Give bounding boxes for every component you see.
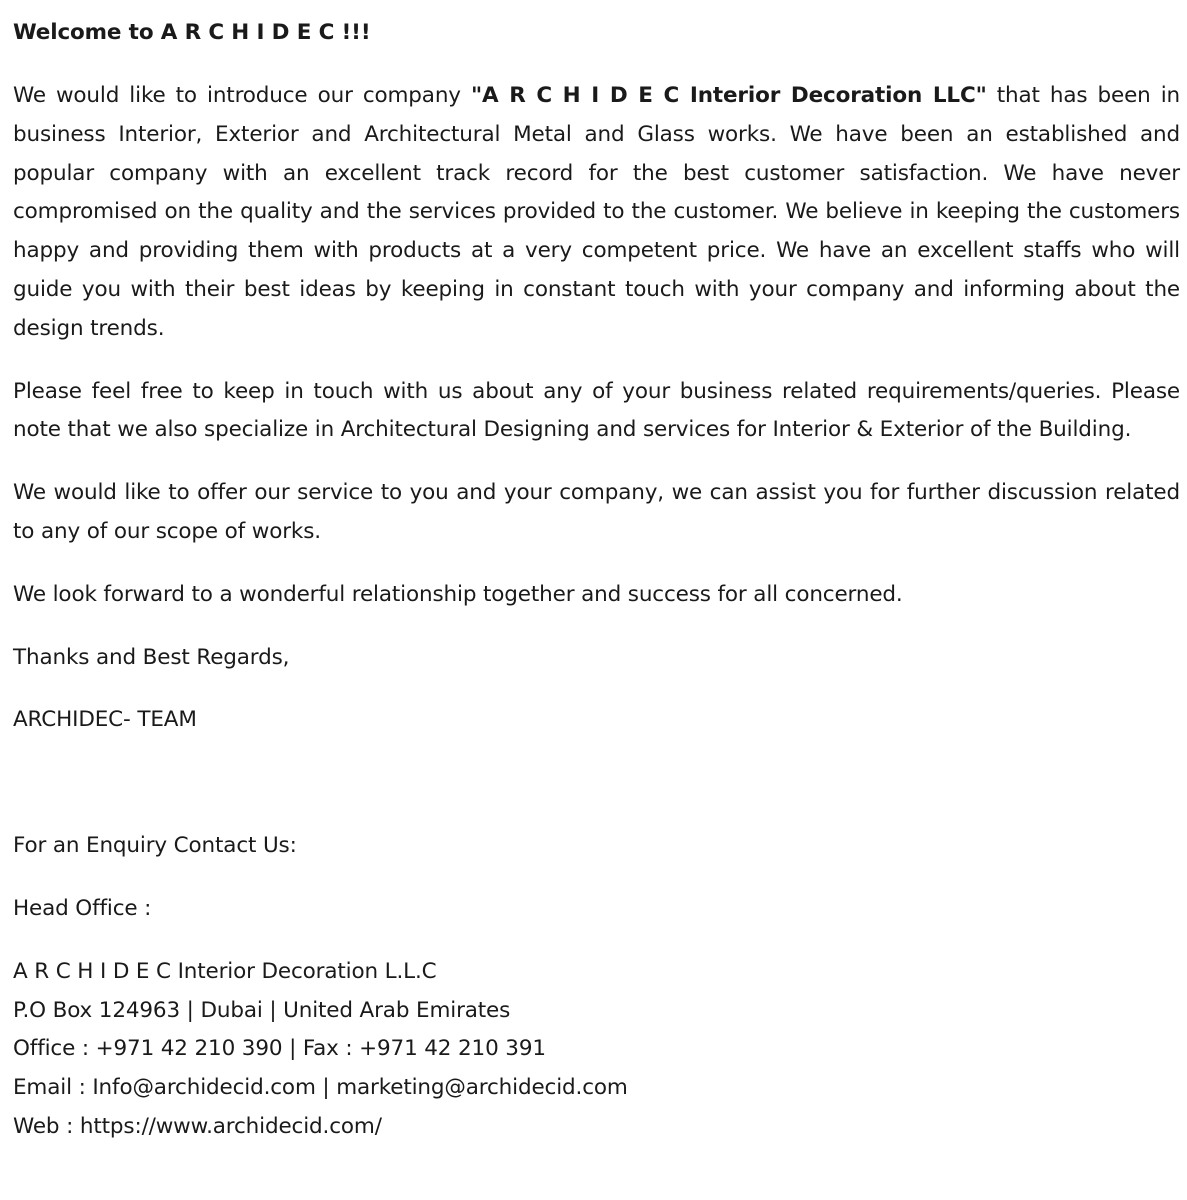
intro-rest: that has been in business Interior, Exterior and Architectural Metal and Glass works. We have been an established and popular company with an excellent track record for the best customer satisfaction. We have never compromised on the quality and the services provided to the customer. We believe in keeping the customers happy and providing them with products at a very competent price. We have an excellent staffs who will guide you with their best ideas by keeping in constant touch with your company and informing about the design trends. <box>13 83 1180 341</box>
signature: ARCHIDEC- TEAM <box>13 707 197 733</box>
contact-web: Web : https://www.archidecid.com/ <box>13 1113 382 1139</box>
contact-company: A R C H I D E C Interior Decoration L.L.C <box>13 958 437 984</box>
spacer <box>13 53 1180 77</box>
contact-phone: Office : +971 42 210 390 | Fax : +971 42 210 391 <box>13 1036 546 1062</box>
spacer <box>13 349 1180 373</box>
spacer <box>13 929 1180 953</box>
intro-lead: We would like to introduce our company <box>13 83 471 108</box>
enquiry-heading: For an Enquiry Contact Us: <box>13 833 297 859</box>
spacer <box>13 615 1180 639</box>
closing-line: Thanks and Best Regards, <box>13 644 290 670</box>
letter-document <box>13 14 1180 1147</box>
intro-paragraph <box>13 77 1180 349</box>
offer-paragraph: We would like to offer our service to you and your company, we can assist you for further discussion related to any of our scope of works. <box>13 480 1180 544</box>
company-name-bold: "A R C H I D E C Interior Decoration LLC" <box>470 83 987 108</box>
spacer <box>13 740 1180 827</box>
contact-address: P.O Box 124963 | Dubai | United Arab Emirates <box>13 997 511 1023</box>
spacer <box>13 866 1180 890</box>
keep-in-touch-paragraph: Please feel free to keep in touch with us about any of your business related requirements/queries. Please note that we also specialize in Architectural Designing and services for Interior & Exterior of the Building. <box>13 378 1180 443</box>
spacer <box>13 677 1180 701</box>
head-office-label: Head Office : <box>13 895 152 921</box>
forward-paragraph: We look forward to a wonderful relationship together and success for all concerned. <box>13 581 903 607</box>
spacer <box>13 450 1180 474</box>
contact-block <box>13 953 1180 1147</box>
contact-email: Email : Info@archidecid.com | marketing@archidecid.com <box>13 1075 628 1101</box>
welcome-title: Welcome to A R C H I D E C !!! <box>13 20 371 45</box>
spacer <box>13 552 1180 576</box>
